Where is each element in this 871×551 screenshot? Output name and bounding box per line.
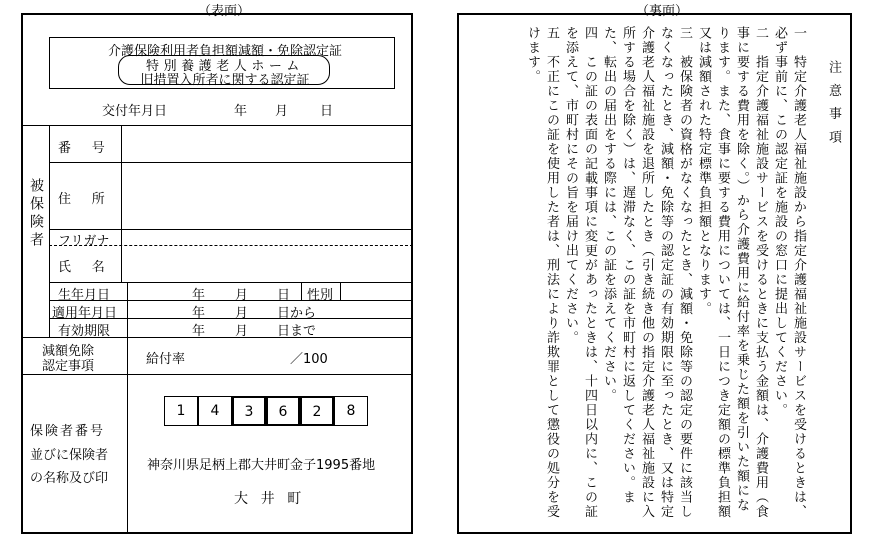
insurer-name: 大井町 (234, 491, 314, 507)
insurer-digit-6: 8 (334, 396, 368, 426)
reduction-label-2: 認定事項 (42, 359, 95, 374)
issue-month: 月 (275, 104, 289, 119)
insurer-digit-2: 4 (198, 396, 232, 426)
notes-heading: 注意事項 (826, 60, 841, 154)
apply-year: 年 (192, 306, 206, 321)
benefit-rate-label: 給付率 (146, 352, 186, 367)
dob-month: 月 (235, 288, 249, 303)
insurer-address: 神奈川県足柄上郡大井町金子1995番地 (147, 458, 376, 473)
issue-date-label: 交付年月日 (102, 104, 168, 119)
note-5: 五 不正にこの証を使用した者は、刑法により詐欺罪として懲役の処分を受けます。 (525, 26, 559, 519)
insurer-label-3: の名称及び印 (30, 471, 109, 486)
issue-day: 日 (320, 104, 334, 119)
insured-label: 被保険者 (28, 178, 44, 250)
reduction-label-1: 減額免除 (42, 344, 95, 359)
dob-day: 日 (277, 288, 291, 303)
note-4: 四 この証の表面の記載事項に変更があったときは、十四日以内に、この証を添えて、市町村にその旨を届け出てください。 (563, 26, 597, 519)
apply-month: 月 (235, 306, 249, 321)
valid-label: 有効期限 (58, 324, 111, 339)
insurer-digit-4: 6 (266, 396, 300, 426)
insurer-label-1: 保険者番号 (30, 424, 106, 439)
back-caption: （裏面） (636, 4, 689, 19)
valid-day-until: 日まで (277, 324, 317, 339)
note-3: 三 被保険者の資格がなくなったとき、減額・免除等の認定の要件に該当しなくなったとき、減額・免除等の認定証の有効期限に至ったとき、又は特定介護老人福祉施設を退所したとき（引き続き他の指定介護老人福祉施設に入所する場合を除く）は、遅滞なく、この証を市町村に返してください。また、転出の届出をする際には、この証を添えてください。 (601, 26, 692, 519)
title-line-3: 旧措置入所者に関する認定証 (140, 73, 310, 88)
notes-list (496, 26, 808, 526)
furigana-label: フリガナ (58, 234, 110, 249)
valid-year: 年 (192, 324, 206, 339)
insurer-digit-1: 1 (164, 396, 198, 426)
title-line-2: 特別養護老人ホーム (146, 59, 304, 74)
insurer-digit-5: 2 (300, 396, 334, 426)
apply-date-label: 適用年月日 (52, 306, 118, 321)
benefit-rate-suffix: ／100 (290, 352, 328, 367)
dob-label: 生年月日 (58, 288, 111, 303)
apply-day-from: 日から (277, 306, 317, 321)
note-2: 二 指定介護福祉施設サービスを受けるときに支払う金額は、介護費用（食事に要する費用を除く。）から介護費用に給付率を乗じた額を引いた額になります。また、食事に要する費用については、一日につき定額の標準負担額又は減額された特定標準負担額となります。 (696, 26, 768, 519)
title-line-1: 介護保険利用者負担額減額・免除認定証 (107, 44, 342, 59)
insurer-label-2: 並びに保険者 (30, 448, 109, 463)
insurer-digit-3: 3 (232, 396, 266, 426)
front-caption: （表面） (198, 4, 251, 19)
valid-month: 月 (235, 324, 249, 339)
issue-year: 年 (234, 104, 248, 119)
name-label: 氏名 (58, 260, 126, 275)
address-label: 住所 (58, 192, 126, 207)
dob-year: 年 (192, 288, 206, 303)
number-label: 番号 (58, 141, 126, 156)
sex-label: 性別 (307, 288, 334, 303)
note-1: 一 特定介護老人福祉施設から指定介護福祉施設サービスを受けるときは、必ず事前に、この認定証を施設の窓口に提出してください。 (772, 26, 806, 519)
